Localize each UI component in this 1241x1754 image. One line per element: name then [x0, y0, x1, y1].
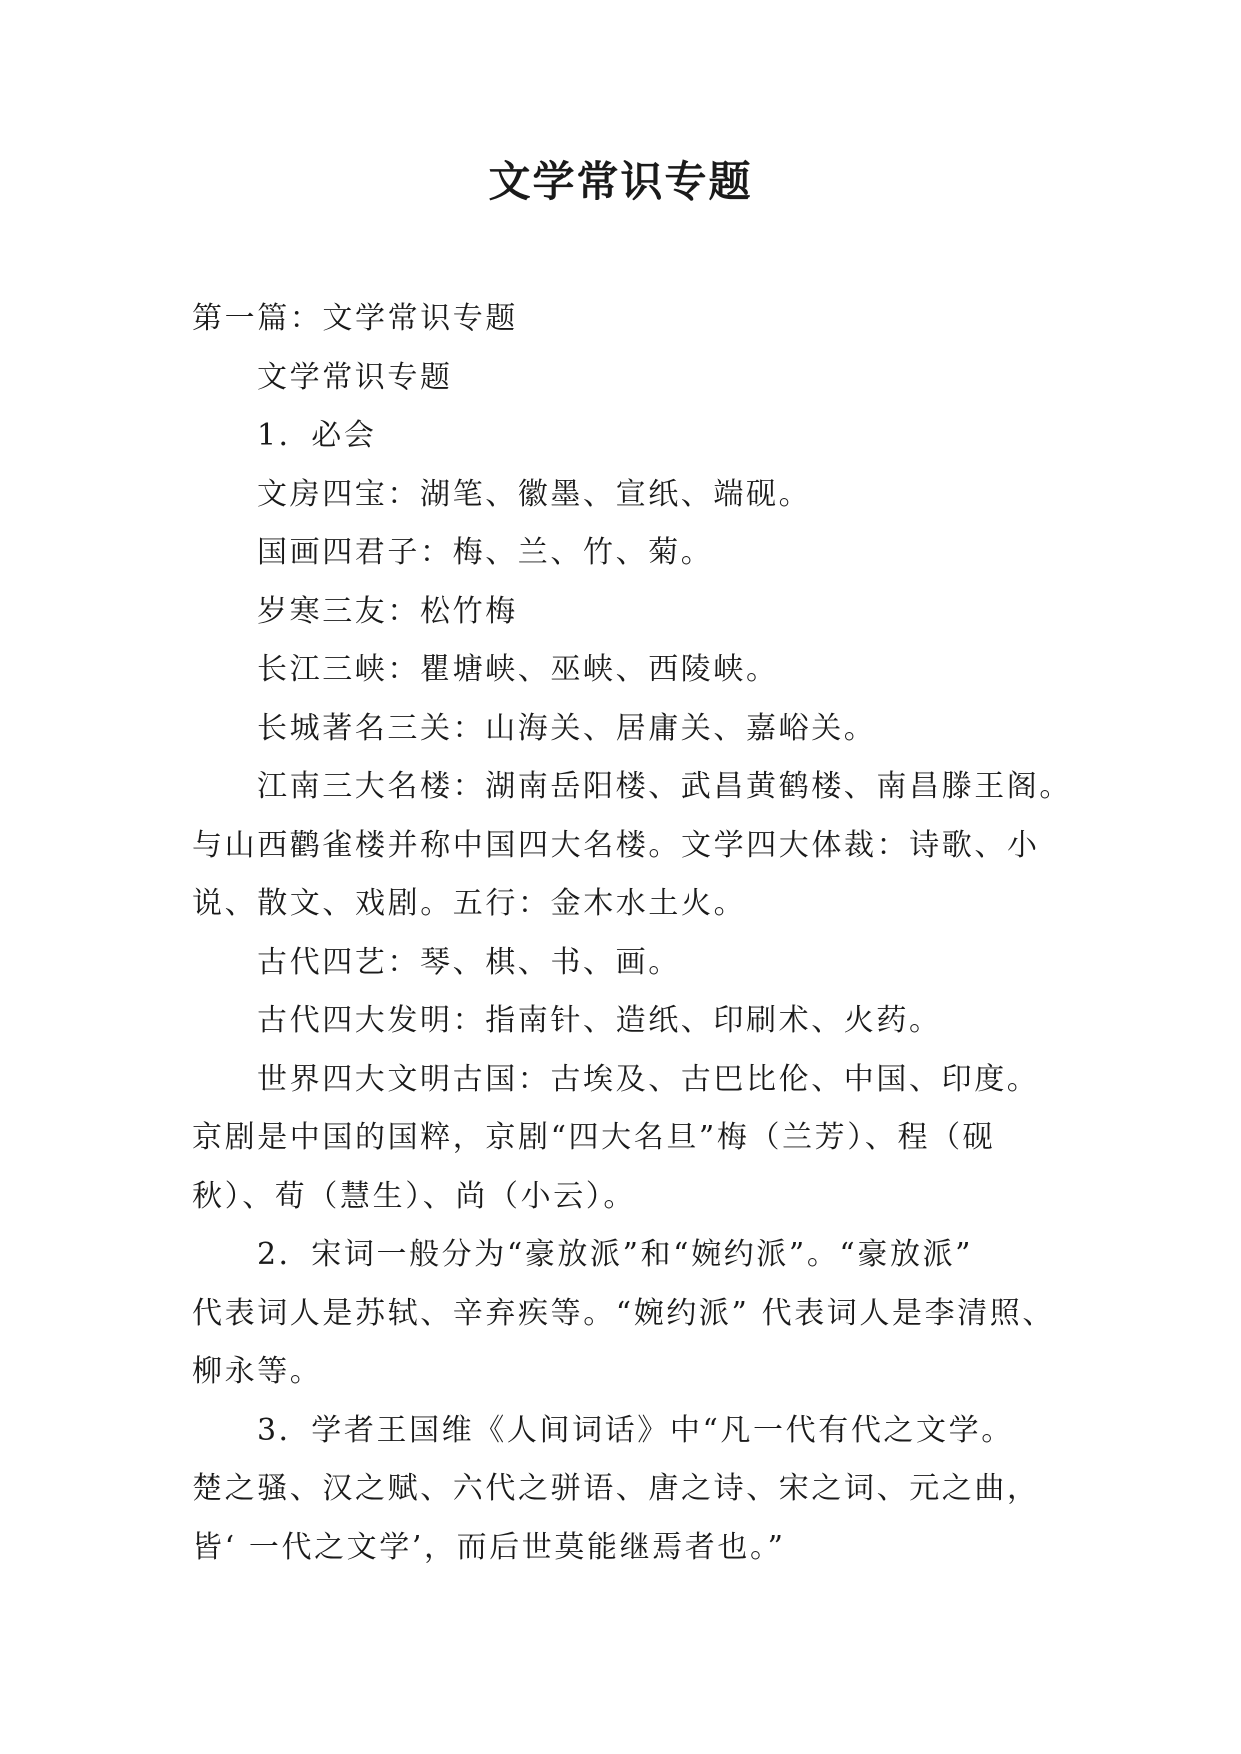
text-line: 京剧是中国的国粹，京剧“四大名旦”梅（兰芳）、程（砚 [192, 1120, 996, 1155]
text-line: 柳永等。 [192, 1354, 323, 1389]
text-line: 江南三大名楼：湖南岳阳楼、武昌黄鹤楼、南昌滕王阁。 [257, 769, 1072, 804]
document-body [192, 290, 1072, 1577]
document-title: 文学常识专题 [488, 157, 753, 206]
text-line: 长江三峡：瞿塘峡、巫峡、西陵峡。 [257, 652, 779, 687]
text-line: 文学常识专题 [257, 359, 453, 395]
text-line: 古代四大发明：指南针、造纸、印刷术、火药。 [257, 1003, 942, 1038]
text-line: 皆‘ 一代之文学’，而后世莫能继焉者也。” [192, 1529, 786, 1565]
text-line: 第一篇：文学常识专题 [192, 301, 518, 336]
text-line: 文房四宝：湖笔、徽墨、宣纸、端砚。 [257, 476, 812, 512]
text-line: 秋）、荀（慧生）、尚（小云）。 [192, 1178, 636, 1214]
text-line: 世界四大文明古国：古埃及、古巴比伦、中国、印度。 [257, 1061, 1040, 1097]
text-line: 与山西鹳雀楼并称中国四大名楼。文学四大体裁：诗歌、小 [192, 827, 1040, 863]
text-line: 岁寒三友：松竹梅 [257, 593, 518, 629]
text-line: 1．必会 [257, 418, 377, 453]
text-line: 楚之骚、汉之赋、六代之骈语、唐之诗、宋之词、元之曲， [192, 1471, 1040, 1506]
text-line: 代表词人是苏轼、辛弃疾等。“婉约派” 代表词人是李清照、 [192, 1295, 1056, 1331]
text-line: 国画四君子：梅、兰、竹、菊。 [257, 535, 714, 570]
text-line: 2．宋词一般分为“豪放派”和“婉约派”。“豪放派” [257, 1237, 974, 1272]
text-line: 长城著名三关：山海关、居庸关、嘉峪关。 [257, 710, 877, 746]
text-line: 说、散文、戏剧。五行：金木水土火。 [192, 886, 747, 921]
text-line: 古代四艺：琴、棋、书、画。 [257, 944, 681, 980]
text-line: 3．学者王国维《人间词话》中“凡一代有代之文学。 [257, 1412, 1014, 1448]
